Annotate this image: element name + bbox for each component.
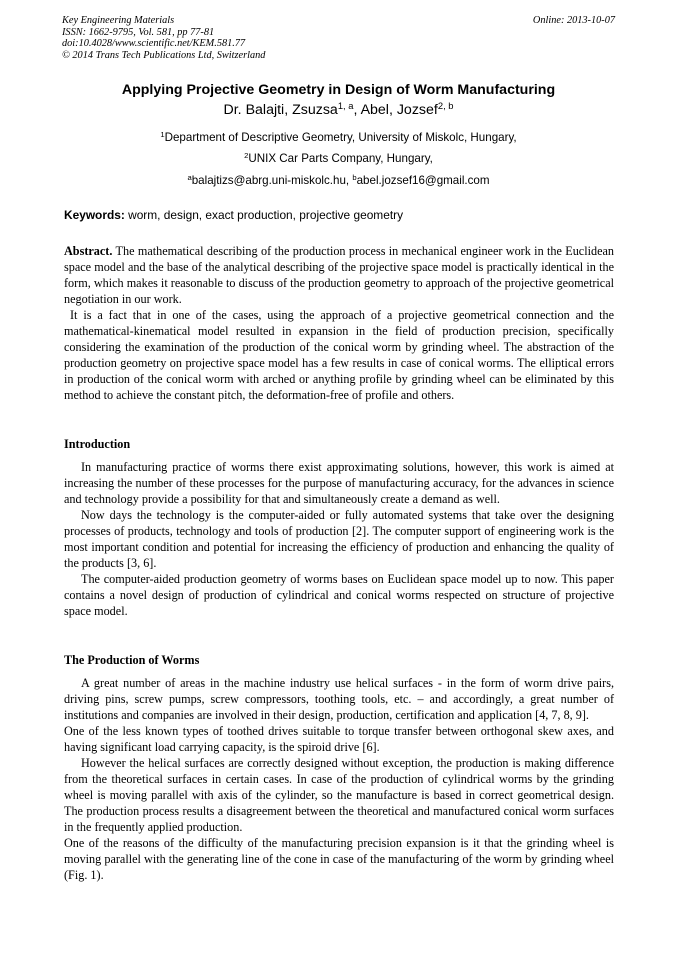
affiliation-1-sup: 1 bbox=[160, 129, 165, 139]
production-paragraph-2: One of the less known types of toothed drives suitable to torque transfer between orthogonal skew axes, and having significant load carrying capacity, is the spiroid drive [6]. bbox=[64, 724, 614, 754]
author-1-name: Dr. Balajti, Zsuzsa bbox=[223, 102, 338, 118]
email-a: balajtizs@abrg.uni-miskolc.hu, bbox=[191, 174, 350, 187]
journal-header bbox=[62, 15, 615, 61]
abstract-paragraph-1 bbox=[64, 243, 614, 307]
author-2-name: Abel, Jozsef bbox=[360, 102, 438, 118]
production-paragraph-1: A great number of areas in the machine industry use helical surfaces - in the form of worm drive pairs, driving pins, screw pumps, screw compressors, toothing tools, etc. – and accordingly, a great number of institutions and companies are involved in their design, production, certification and application [4, 7, 8, 9]. bbox=[64, 676, 614, 722]
affiliation-1 bbox=[62, 131, 615, 145]
introduction-paragraph-1: In manufacturing practice of worms there exist approximating solutions, however, this work is aimed at increasing the number of these processes for the purpose of manufacturing accuracy, for the advances in science and technology provide a possibility for that and simultaneously create a demand as well. bbox=[64, 460, 614, 506]
author-1-sup: 1, a bbox=[337, 100, 354, 111]
keywords-label: Keywords: bbox=[64, 208, 125, 222]
section-heading-production: The Production of Worms bbox=[64, 653, 200, 667]
abstract-label: Abstract. bbox=[64, 244, 113, 258]
online-date: Online: 2013-10-07 bbox=[532, 15, 615, 26]
email-b: abel.jozsef16@gmail.com bbox=[356, 174, 490, 187]
abstract-paragraph-2: It is a fact that in one of the cases, using the approach of a projective geometrical connection and the mathematical-kinematical model resulted in expansion in the field of production precision, specifically considering the examination of the production of the conical worm by grinding wheel. The abstraction of the production geometry on projective space model has a few results in case of conical worms. The elliptical errors in production of the conical worm with arched or anything profile by grinding wheel can be eliminated by this method to achieve the constant pitch, the deformation-free of profile and others. bbox=[64, 308, 614, 402]
production-body bbox=[64, 675, 614, 883]
introduction-paragraph-2: Now days the technology is the computer-aided or fully automated systems that take over the designing processes of products, technology and tools of production [2]. The computer support of engineering work is the most important condition and potential for increasing the efficiency of production and enhancing the quality of the products [3, 6]. bbox=[64, 508, 614, 570]
production-paragraph-3: However the helical surfaces are correctly designed without exception, the production is making difference from the theoretical surfaces in certain cases. In case of the production of cylindrical worms by the grinding wheel is moving parallel with axis of the cylinder, so the manufacture is based in correct geometrical design. The production process results a disagreement between the theoretical and manufactured conical worm surfaces in the frequently applied production. bbox=[64, 756, 614, 834]
author-2-sup: 2, b bbox=[437, 100, 454, 111]
copyright-line: © 2014 Trans Tech Publications Ltd, Switzerland bbox=[62, 49, 266, 61]
affiliation-2 bbox=[62, 152, 615, 166]
issn-line: ISSN: 1662-9795, Vol. 581, pp 77-81 bbox=[62, 26, 215, 38]
keywords-text: worm, design, exact production, projective geometry bbox=[124, 208, 404, 222]
introduction-body bbox=[64, 459, 614, 619]
affiliation-2-text: UNIX Car Parts Company, Hungary, bbox=[248, 152, 433, 165]
section-heading-introduction: Introduction bbox=[64, 437, 131, 451]
paper-title: Applying Projective Geometry in Design of Worm Manufacturing bbox=[121, 82, 556, 98]
production-paragraph-4: One of the reasons of the difficulty of the manufacturing precision expansion is it that the grinding wheel is moving parallel with the generating line of the cone in case of the manufacturing of the worm by grinding wheel (Fig. 1). bbox=[64, 836, 614, 882]
journal-name: Key Engineering Materials bbox=[62, 15, 175, 26]
affiliation-1-text: Department of Descriptive Geometry, University of Miskolc, Hungary, bbox=[164, 131, 517, 144]
abstract-text-1: The mathematical describing of the production process in mechanical engineer work in the Euclidean space model and the base of the analytical describing of the projective space model is practically identical in the form, which makes it reasonable to discuss of the production geometry to approach of the projective geometrical negotiation in our work. bbox=[64, 244, 614, 306]
email-b-sup: b bbox=[352, 172, 357, 182]
email-a-sup: a bbox=[187, 172, 192, 182]
author-line bbox=[62, 101, 615, 119]
introduction-paragraph-3: The computer-aided production geometry of worms bases on Euclidean space model up to now. This paper contains a novel design of production of cylindrical and conical worms respected on structure of projective space model. bbox=[64, 572, 614, 618]
keywords bbox=[64, 208, 403, 222]
email-line bbox=[62, 174, 615, 188]
author-separator: , bbox=[353, 102, 361, 118]
doi-line: doi:10.4028/www.scientific.net/KEM.581.77 bbox=[62, 38, 246, 50]
affiliation-2-sup: 2 bbox=[244, 150, 249, 160]
abstract bbox=[64, 243, 614, 403]
